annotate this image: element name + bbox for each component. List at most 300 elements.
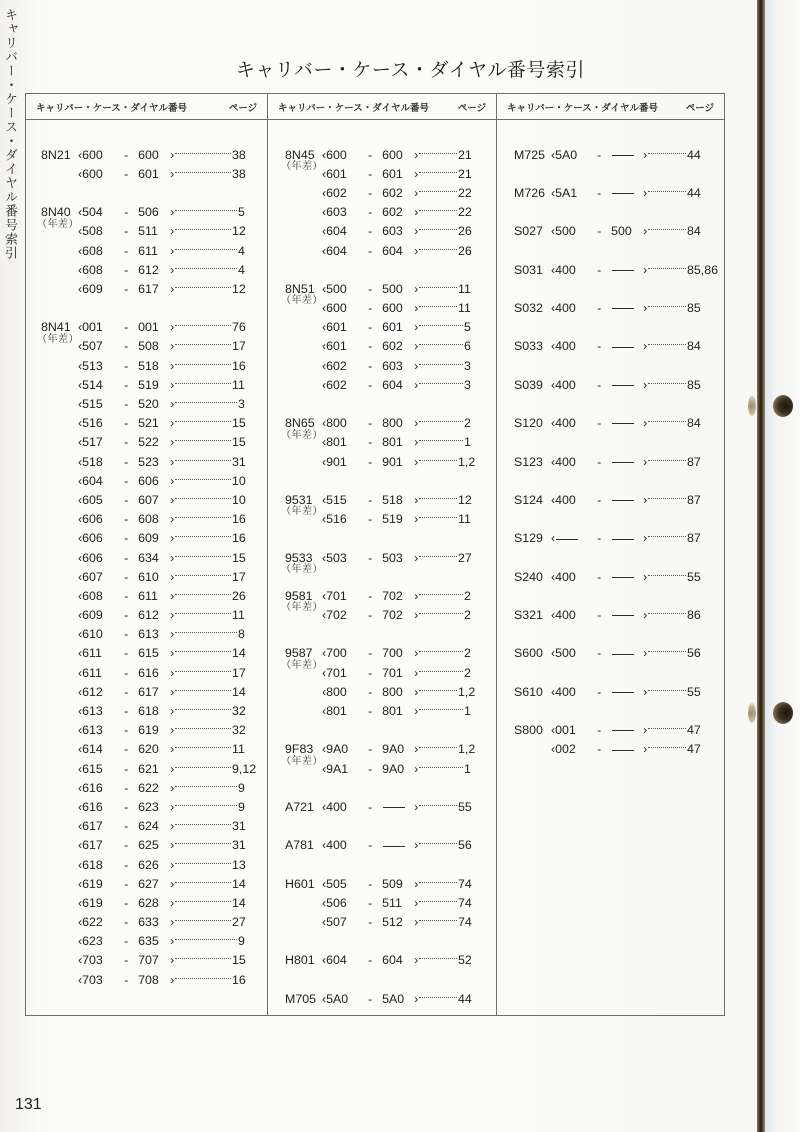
range-separator: - — [368, 492, 373, 507]
case-dial-range — [75, 608, 170, 622]
leader-dots — [175, 574, 231, 576]
case-dial-range — [75, 934, 170, 948]
range-close-bracket: › — [170, 262, 175, 277]
range-open-bracket: ‹ — [322, 281, 327, 296]
group-spacer — [26, 299, 267, 318]
index-row — [514, 183, 724, 202]
range-close-bracket: › — [643, 569, 648, 584]
page-reference: 32 — [232, 723, 246, 738]
dial-number — [611, 148, 643, 162]
case-dial-range — [75, 378, 170, 392]
caliber-number: S027 — [514, 224, 543, 239]
page-reference: 74 — [458, 876, 472, 891]
case-dial-range — [548, 493, 643, 507]
dial-number — [382, 800, 414, 814]
index-row — [514, 222, 724, 241]
range-close-bracket: › — [414, 684, 419, 699]
leader-dots — [648, 190, 686, 192]
page-reference: 4 — [238, 262, 245, 277]
page-reference: 22 — [458, 205, 472, 220]
range-close-bracket: › — [170, 608, 175, 623]
range-open-bracket: ‹ — [78, 704, 83, 719]
case-dial-range — [75, 666, 170, 680]
range-open-bracket: ‹ — [78, 819, 83, 834]
case-number: 616 — [82, 799, 103, 814]
page-reference: 22 — [458, 185, 472, 200]
case-number: 800 — [326, 684, 347, 699]
range-separator: - — [368, 281, 373, 296]
case-number: 9A1 — [326, 761, 349, 776]
range-close-bracket: › — [170, 512, 175, 527]
caliber-number: 8N51 — [285, 281, 315, 296]
range-close-bracket: › — [170, 243, 175, 258]
case-number: 5A0 — [555, 147, 578, 162]
range-separator: - — [597, 723, 602, 738]
dial-number — [382, 838, 414, 852]
dial-number: 602 — [382, 339, 403, 354]
case-number: 508 — [82, 224, 103, 239]
case-number: 400 — [555, 454, 576, 469]
range-close-bracket: › — [414, 991, 419, 1006]
case-dial-range — [548, 263, 643, 277]
range-close-bracket: › — [170, 684, 175, 699]
range-open-bracket: ‹ — [322, 991, 327, 1006]
case-dial-range — [75, 339, 170, 353]
case-number: 002 — [555, 742, 576, 757]
range-close-bracket: › — [414, 281, 419, 296]
case-number: 610 — [82, 627, 103, 642]
leader-dots — [175, 708, 231, 710]
index-row — [514, 299, 724, 318]
punch-hole-shadow-icon — [748, 703, 756, 723]
leader-dots — [175, 478, 231, 480]
dial-number: 801 — [382, 704, 403, 719]
range-separator: - — [597, 608, 602, 623]
blank-dash-icon — [612, 423, 634, 424]
case-number: 602 — [326, 377, 347, 392]
range-separator: - — [368, 876, 373, 891]
range-separator: - — [124, 799, 129, 814]
case-dial-range — [319, 762, 414, 776]
range-open-bracket: ‹ — [551, 416, 556, 431]
dial-number: 500 — [382, 281, 403, 296]
page-reference: 11 — [232, 608, 245, 623]
leader-dots — [648, 228, 686, 230]
case-dial-range — [319, 685, 414, 699]
range-open-bracket: ‹ — [78, 320, 83, 335]
case-dial-range — [548, 742, 643, 756]
range-open-bracket: ‹ — [78, 339, 83, 354]
dial-number: 627 — [138, 876, 159, 891]
range-close-bracket: › — [414, 185, 419, 200]
case-number: 609 — [82, 608, 103, 623]
page-reference: 12 — [458, 492, 472, 507]
range-open-bracket: ‹ — [78, 224, 83, 239]
range-separator: - — [124, 320, 129, 335]
index-row — [41, 164, 267, 183]
range-close-bracket: › — [643, 531, 648, 546]
case-number: 602 — [326, 358, 347, 373]
page-reference: 4 — [238, 243, 245, 258]
range-separator: - — [124, 281, 129, 296]
dial-number — [611, 608, 643, 622]
range-separator: - — [368, 895, 373, 910]
annual-accuracy-note: （年差） — [37, 333, 79, 345]
case-dial-range — [75, 224, 170, 238]
range-close-bracket: › — [170, 742, 175, 757]
case-dial-range — [75, 263, 170, 277]
case-number: 516 — [82, 416, 103, 431]
caliber-number: S033 — [514, 339, 543, 354]
range-open-bracket: ‹ — [78, 397, 83, 412]
group-spacer — [497, 356, 724, 375]
page-reference: 9 — [238, 780, 245, 795]
case-dial-range — [548, 148, 643, 162]
case-number: 001 — [555, 723, 576, 738]
range-separator: - — [597, 147, 602, 162]
range-open-bracket: ‹ — [78, 358, 83, 373]
punch-hole-icon — [773, 395, 793, 417]
dial-number: 701 — [382, 665, 403, 680]
blank-dash-icon — [612, 155, 634, 156]
range-close-bracket: › — [170, 819, 175, 834]
leader-dots — [419, 593, 463, 595]
range-open-bracket: ‹ — [322, 588, 327, 603]
range-close-bracket: › — [414, 243, 419, 258]
page-reference: 14 — [232, 876, 246, 891]
page-reference: 32 — [232, 704, 246, 719]
index-entry — [497, 567, 724, 586]
leader-dots — [175, 842, 231, 844]
range-open-bracket: ‹ — [78, 972, 83, 987]
range-separator: - — [597, 569, 602, 584]
case-number: 604 — [326, 243, 347, 258]
index-entry — [268, 145, 496, 260]
case-number: 605 — [82, 492, 103, 507]
blank-dash-icon — [612, 750, 634, 751]
blank-dash-icon — [612, 308, 634, 309]
range-close-bracket: › — [170, 147, 175, 162]
adjacent-page-edge — [765, 0, 800, 1132]
group-spacer — [26, 183, 267, 202]
case-number: 701 — [326, 588, 347, 603]
dial-number: 600 — [138, 147, 159, 162]
page-reference: 21 — [458, 147, 472, 162]
case-number: 400 — [555, 608, 576, 623]
leader-dots — [419, 497, 457, 499]
page-reference: 16 — [232, 972, 246, 987]
page-reference: 1 — [464, 435, 471, 450]
range-close-bracket: › — [643, 185, 648, 200]
group-spacer — [497, 433, 724, 452]
case-dial-range — [548, 608, 643, 622]
case-number: 622 — [82, 915, 103, 930]
dial-number: 519 — [382, 512, 403, 527]
page-reference: 5 — [238, 205, 245, 220]
leader-dots — [175, 746, 231, 748]
range-close-bracket: › — [643, 262, 648, 277]
caliber-number: M725 — [514, 147, 545, 162]
page-reference: 26 — [458, 243, 472, 258]
index-entry — [26, 203, 267, 299]
case-number: 609 — [82, 281, 103, 296]
range-separator: - — [124, 205, 129, 220]
range-close-bracket: › — [414, 588, 419, 603]
group-spacer — [268, 817, 496, 836]
case-number: 616 — [82, 780, 103, 795]
range-open-bracket: ‹ — [78, 281, 83, 296]
caliber-number: S129 — [514, 531, 543, 546]
range-open-bracket: ‹ — [78, 262, 83, 277]
column-header-label: キャリバー・ケース・ダイヤル番号 — [507, 102, 658, 114]
dial-number — [611, 301, 643, 315]
case-number: 613 — [82, 723, 103, 738]
dial-number: 635 — [138, 934, 159, 949]
case-number: 515 — [326, 492, 347, 507]
blank-dash-icon — [612, 193, 634, 194]
range-close-bracket: › — [170, 915, 175, 930]
index-row — [514, 452, 724, 471]
case-number: 601 — [326, 320, 347, 335]
page-reference: 87 — [687, 454, 701, 469]
range-close-bracket: › — [170, 397, 175, 412]
range-open-bracket: ‹ — [322, 665, 327, 680]
range-open-bracket: ‹ — [551, 147, 556, 162]
leader-dots — [419, 363, 463, 365]
dial-number: 604 — [382, 243, 403, 258]
dial-number — [611, 723, 643, 737]
leader-dots — [175, 152, 231, 154]
leader-dots — [648, 420, 686, 422]
case-dial-range — [319, 589, 414, 603]
caliber-number: H601 — [285, 876, 315, 891]
range-close-bracket: › — [170, 799, 175, 814]
index-row — [41, 932, 267, 951]
index-row — [41, 586, 267, 605]
dial-number: 518 — [138, 358, 159, 373]
page-reference: 3 — [464, 358, 471, 373]
dial-number: 601 — [382, 320, 403, 335]
case-number: 613 — [82, 704, 103, 719]
range-open-bracket: ‹ — [78, 473, 83, 488]
dial-number: 702 — [382, 588, 403, 603]
case-dial-range — [319, 186, 414, 200]
dial-number: 9A0 — [382, 742, 405, 757]
range-open-bracket: ‹ — [78, 166, 83, 181]
index-row — [41, 759, 267, 778]
index-row — [41, 740, 267, 759]
case-number: 604 — [326, 953, 347, 968]
dial-number: 800 — [382, 416, 403, 431]
index-row — [285, 183, 496, 202]
case-dial-range — [75, 397, 170, 411]
range-separator: - — [124, 761, 129, 776]
caliber-number: 8N41 — [41, 320, 71, 335]
range-separator: - — [124, 262, 129, 277]
page-reference: 8 — [238, 627, 245, 642]
range-open-bracket: ‹ — [551, 646, 556, 661]
case-dial-range — [75, 205, 170, 219]
leader-dots — [648, 459, 686, 461]
dial-number: 800 — [382, 684, 403, 699]
case-dial-range — [319, 704, 414, 718]
page-reference: 11 — [232, 742, 245, 757]
page-reference: 2 — [464, 646, 471, 661]
caliber-number: M705 — [285, 991, 316, 1006]
range-separator: - — [368, 799, 373, 814]
page-reference: 2 — [464, 588, 471, 603]
page-reference: 44 — [458, 991, 472, 1006]
dial-number: 523 — [138, 454, 159, 469]
punch-hole-shadow-icon — [748, 396, 756, 416]
case-number: 400 — [326, 799, 347, 814]
range-open-bracket: ‹ — [322, 166, 327, 181]
case-number: 604 — [326, 224, 347, 239]
case-number: 608 — [82, 262, 103, 277]
range-separator: - — [597, 301, 602, 316]
page-reference: 6 — [464, 339, 471, 354]
page-reference: 26 — [232, 588, 246, 603]
blank-dash-icon — [612, 500, 634, 501]
leader-dots — [175, 900, 231, 902]
range-close-bracket: › — [170, 704, 175, 719]
case-number: 505 — [326, 876, 347, 891]
range-open-bracket: ‹ — [322, 799, 327, 814]
page-reference: 85 — [687, 301, 701, 316]
index-row — [41, 951, 267, 970]
dial-number: 519 — [138, 377, 159, 392]
range-close-bracket: › — [170, 665, 175, 680]
index-entry — [497, 337, 724, 356]
case-number: 400 — [555, 492, 576, 507]
case-dial-range — [319, 666, 414, 680]
dial-number: 521 — [138, 416, 159, 431]
caliber-number: 8N65 — [285, 416, 315, 431]
case-number: 507 — [326, 915, 347, 930]
caliber-number: 9587 — [285, 646, 313, 661]
leader-dots — [419, 746, 457, 748]
index-row — [285, 222, 496, 241]
leader-dots — [175, 420, 231, 422]
case-dial-range — [75, 781, 170, 795]
case-dial-range — [75, 244, 170, 258]
caliber-number: 9581 — [285, 588, 313, 603]
case-number: 703 — [82, 972, 103, 987]
page-reference: 44 — [687, 147, 701, 162]
range-open-bracket: ‹ — [322, 876, 327, 891]
range-separator: - — [597, 262, 602, 277]
page-number: 131 — [15, 1096, 42, 1113]
range-open-bracket: ‹ — [78, 799, 83, 814]
index-row — [41, 145, 267, 164]
dial-number: 520 — [138, 397, 159, 412]
case-dial-range — [75, 531, 170, 545]
dial-number: 9A0 — [382, 761, 405, 776]
case-number: 517 — [82, 435, 103, 450]
case-dial-range — [75, 704, 170, 718]
leader-dots — [175, 516, 231, 518]
case-dial-range — [319, 512, 414, 526]
range-close-bracket: › — [170, 646, 175, 661]
range-separator: - — [368, 416, 373, 431]
dial-number: 611 — [138, 588, 158, 603]
index-entry — [497, 490, 724, 509]
dial-number: 518 — [382, 492, 403, 507]
blank-dash-icon — [612, 615, 634, 616]
caliber-number: M726 — [514, 185, 545, 200]
dial-number: 600 — [382, 301, 403, 316]
dial-number: 613 — [138, 627, 159, 642]
blank-dash-icon — [556, 539, 578, 540]
group-spacer — [497, 203, 724, 222]
page-reference: 17 — [232, 665, 246, 680]
range-separator: - — [368, 205, 373, 220]
page-reference: 15 — [232, 953, 246, 968]
index-column-3 — [496, 94, 724, 1015]
range-close-bracket: › — [414, 205, 419, 220]
index-row — [41, 855, 267, 874]
range-separator: - — [368, 838, 373, 853]
case-dial-range — [75, 627, 170, 641]
range-close-bracket: › — [643, 492, 648, 507]
page-reference: 47 — [687, 742, 701, 757]
dial-number: 616 — [138, 665, 159, 680]
range-open-bracket: ‹ — [78, 569, 83, 584]
page-reference: 11 — [458, 512, 471, 527]
case-number: 614 — [82, 742, 103, 757]
column-header — [497, 94, 724, 119]
range-open-bracket: ‹ — [551, 569, 556, 584]
leader-dots — [648, 689, 686, 691]
index-row — [285, 337, 496, 356]
range-separator: - — [368, 512, 373, 527]
range-open-bracket: ‹ — [322, 205, 327, 220]
range-close-bracket: › — [414, 838, 419, 853]
dial-number: 612 — [138, 608, 159, 623]
column-header-label: キャリバー・ケース・ダイヤル番号 — [278, 102, 429, 114]
range-separator: - — [597, 185, 602, 200]
leader-dots — [419, 152, 457, 154]
range-separator: - — [368, 953, 373, 968]
case-number: 400 — [555, 684, 576, 699]
range-open-bracket: ‹ — [78, 454, 83, 469]
leader-dots — [175, 823, 231, 825]
case-number: 703 — [82, 953, 103, 968]
range-close-bracket: › — [170, 780, 175, 795]
range-close-bracket: › — [414, 339, 419, 354]
page-reference: 38 — [232, 166, 246, 181]
column-header-page: ページ — [457, 102, 486, 114]
range-close-bracket: › — [414, 876, 419, 891]
page-reference: 1,2 — [458, 684, 476, 699]
range-open-bracket: ‹ — [322, 454, 327, 469]
page-reference: 56 — [458, 838, 472, 853]
dial-number: 634 — [138, 550, 159, 565]
page-reference: 86 — [687, 608, 701, 623]
leader-dots — [175, 957, 231, 959]
case-number: 506 — [326, 895, 347, 910]
case-number: 619 — [82, 895, 103, 910]
case-dial-range — [319, 167, 414, 181]
caliber-number: A721 — [285, 799, 314, 814]
leader-dots — [419, 881, 457, 883]
index-entry — [497, 682, 724, 701]
dial-number: 602 — [382, 185, 403, 200]
group-spacer — [268, 529, 496, 548]
dial-number: 601 — [382, 166, 403, 181]
case-dial-range — [319, 646, 414, 660]
group-spacer — [497, 279, 724, 298]
